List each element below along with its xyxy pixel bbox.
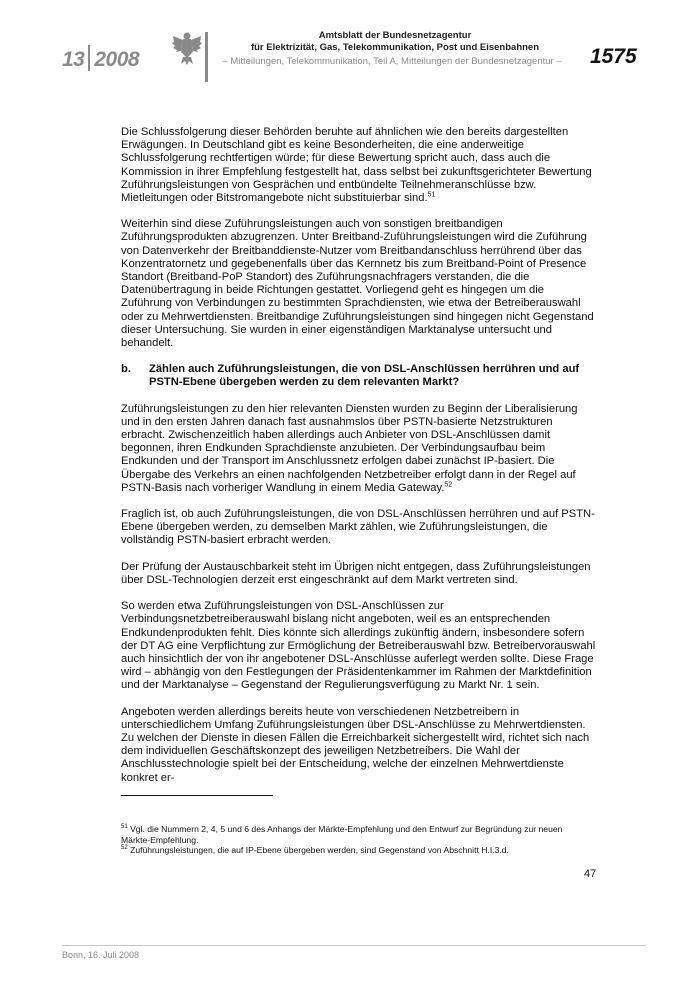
footnote-52 [121, 845, 591, 856]
issue-number: 13 [62, 48, 85, 71]
federal-eagle-icon [172, 30, 202, 66]
paragraph-4: Fraglich ist, ob auch Zuführungsleistungen, die von DSL-Anschlüssen herrühren und auf PSTN-Ebene übergeben werden, zu demselben Markt zählen, wie Zuführungsleistungen, die vollständig PSTN-basiert erbracht werden. [121, 508, 595, 547]
paragraph-6: So werden etwa Zuführungsleistungen von DSL-Anschlüssen zur Verbindungsnetzbetreiberauswahl bislang nicht angeboten, weil es an entsprechenden Endkundenprodukten fehlt. Dies könnte sich allerdings zukünftig ändern, insbesondere sofern der DT AG eine Verpflichtung zur Ermöglichung der Betreiberauswahl bzw. Betreibervorauswahl auch hinsichtlich der von ihr angebotener DSL-Anschlüsse auferlegt werden sollte. Diese Frage wird – abhängig von den Festlegungen der Präsidentenkammer im Rahmen der Marktdefinition und der Marktanalyse – Gegenstand der Regulierungsverfügung zu Markt Nr. 1 sein. [121, 600, 596, 692]
footer-date: Bonn, 16. Juli 2008 [62, 950, 140, 960]
paragraph-7: Angeboten werden allerdings bereits heute von verschiedenen Netzbetreibern in unterschiedlichem Umfang Zuführungsleistungen über DSL-Anschlüsse zu Mehrwertdiensten. Zu welchen der Dienste in diesen Fällen die Erreichbarkeit sichergestellt wird, richtet sich nach dem individuellen Geschäftskonzept des jeweiligen Netzbetreibers. Die Wahl der Anschlusstechnologie spielt bei der Entscheidung, welche der einzelnen Mehrwertdienste konkret er- [121, 705, 590, 784]
footnote-52-text: Zuführungsleistungen, die auf IP-Ebene übergeben werden, sind Gegenstand von Abschnitt H.I.3.d. [130, 845, 509, 855]
footnote-divider [121, 795, 273, 796]
header-divider [205, 32, 208, 82]
paragraph-1 [121, 126, 596, 205]
section-heading [121, 363, 596, 389]
footnotes [121, 824, 591, 856]
journal-page-number: 1575 [590, 45, 637, 68]
body-text [121, 126, 596, 798]
issue-separator [88, 45, 90, 71]
footnote-51-number: 51 [121, 824, 128, 831]
journal-subtitle: – Mitteilungen, Telekommunikation, Teil A, Mitteilungen der Bundesnetzagentur – [222, 56, 562, 67]
issue-label [62, 45, 139, 72]
footnote-51 [121, 824, 591, 845]
printed-page-number: 47 [584, 868, 597, 880]
journal-title-line2: für Elektrizität, Gas, Telekommunikation, Post und Eisenbahnen [250, 42, 540, 53]
footnote-51-text: Vgl. die Nummern 2, 4, 5 und 6 des Anhangs der Märkte-Empfehlung und den Entwurf zur Begründung zur neuen Märkte-Empfehlung. [121, 824, 563, 845]
paragraph-3 [121, 403, 596, 495]
journal-title-line1: Amtsblatt der Bundesnetzagentur [318, 30, 472, 41]
paragraph-3-text: Zuführungsleistungen zu den hier relevanten Diensten wurden zu Beginn der Liberalisierung und in den ersten Jahren danach fast ausnahmslos über PSTN-basierte Netzstrukturen erbracht. Zwischenzeitlich haben allerdings auch Anbieter von DSL-Anschlüssen damit begonnen, ihren Endkunden Sprachdienste anzubieten. Der Verbindungsaufbau beim Endkunden und der Transport im Anschlussnetz erfolgen dabei zunächst IP-basiert. Die Übergabe des Verkehrs an einen nachfolgenden Netzbetreiber erfolgt dann in der Regel auf PSTN-Basis nach vorheriger Wandlung in einem Media Gateway. [121, 402, 578, 494]
section-heading-text: Zählen auch Zuführungsleistungen, die von DSL-Anschlüssen herrühren und auf PSTN-Ebene übergeben werden zu dem relevanten Markt? [149, 363, 580, 389]
journal-title [220, 30, 570, 54]
footer-divider [62, 945, 646, 946]
footnote-ref-52: 52 [444, 481, 453, 489]
paragraph-1-text: Die Schlussfolgerung dieser Behörden beruhte auf ähnlichen wie den bereits dargestellten Erwägungen. In Deutschland gibt es keine Besonderheiten, die eine anderweitige Schlussfolgerung rechtfertigen würde; für diese Bewertung spricht auch, dass auch die Kommission in ihrer Empfehlung festgestellt hat, dass selbst bei zukunftsgerichteter Bewertung Zuführungsleistungen von Gesprächen und entbündelte Teilnehmeranschlüsse bzw. Mietleitungen oder Bitstromangebote nicht substituierbar sind. [121, 126, 592, 205]
paragraph-2: Weiterhin sind diese Zuführungsleistungen auch von sonstigen breitbandigen Zuführungsprodukten abzugrenzen. Unter Breitband-Zuführungsleistungen wird die Zuführung von Datenverkehr der Breitbanddienste-Nutzer vom Breitbandanschluss herrührend über das Konzentratornetz und gegebenenfalls über das Kernnetz bis zum Breitband-Point of Presence Standort (Breitband-PoP Standort) des Zuführungsnachfragers verstanden, die die Datenübertragung in beide Richtungen gestattet. Vorliegend geht es hingegen um die Zuführung von Verbindungen zu bestimmten Sprachdiensten, wie etwa der Betreiberauswahl oder zu Mehrwertdiensten. Breitbandige Zuführungsleistungen sind hingegen nicht Gegenstand dieser Untersuchung. Sie wurden in einer eigenständigen Marktanalyse untersucht und behandelt. [121, 218, 594, 350]
footnote-ref-51: 51 [427, 191, 436, 199]
section-heading-letter: b. [121, 363, 131, 376]
issue-year: 2008 [94, 48, 140, 71]
footnote-52-number: 52 [121, 845, 128, 852]
paragraph-5: Der Prüfung der Austauschbarkeit steht im Übrigen nicht entgegen, dass Zuführungsleistungen über DSL-Technologien derzeit erst eingeschränkt auf dem Markt vertreten sind. [121, 560, 591, 586]
